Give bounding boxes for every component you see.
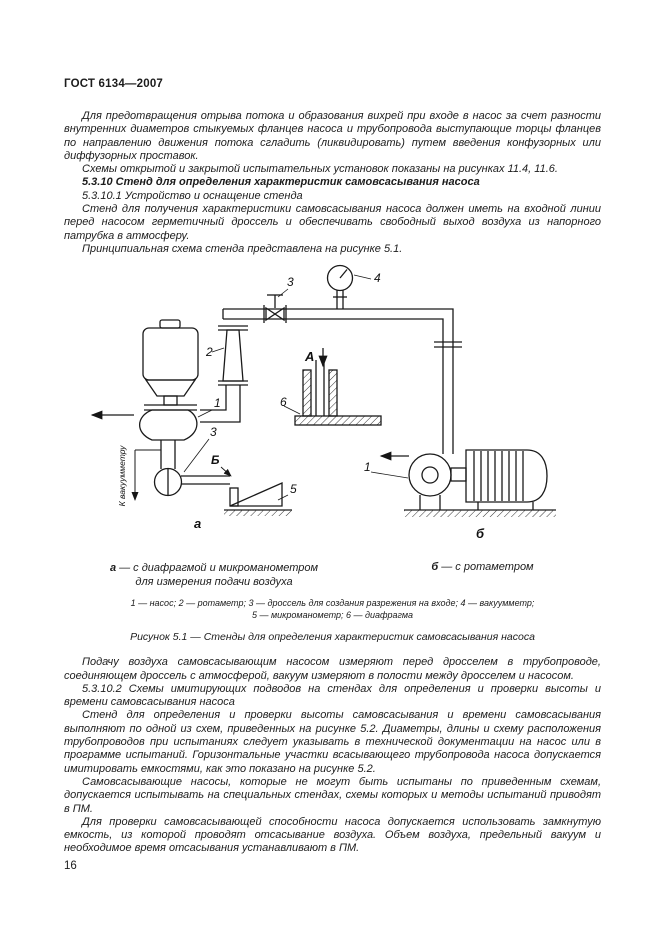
label-pump-left: 1 bbox=[214, 396, 221, 411]
clause-heading-5-3-10: 5.3.10 Стенд для определения характеристик самовсасывания насоса bbox=[82, 176, 480, 189]
paragraph: Подачу воздуха самовсасывающим насосом измеряют перед дросселем в трубопроводе, соединяющем дроссель с атмосферой, вакуум измеряют в полости между дросселем и насосом. bbox=[64, 656, 601, 682]
paragraph: Схемы открытой и закрытой испытательных установок показаны на рисунках 11.4, 11.6. bbox=[82, 163, 558, 176]
paragraph: Стенд для получения характеристики самовсасывания насоса должен иметь на входной линии перед насосом герметичный дроссель и обеспечивать свободный выход воздуха из напорного патрубка в атмосферу. bbox=[64, 203, 601, 242]
doc-number-header: ГОСТ 6134—2007 bbox=[64, 78, 164, 90]
diaphragm-detail-view bbox=[284, 348, 381, 425]
clause-heading-5-3-10-2: 5.3.10.2 Схемы имитирующих подводов на стендах для определения и проверки высоты и времени самовсасывания насоса bbox=[64, 682, 601, 709]
paragraph: Стенд для определения и проверки высоты самовсасывания и времени самовсасывания выполняют по одной из схем, приведенных на рисунке 5.2. Диаметры, длины и схему расположения трубопроводов при испытаниях следует указывать в технической документации на насос или в программе испытаний. Горизонтальные участки всасывающего трубопровода насоса допускается имитировать емкостями, как это показано на рисунке 5.2. bbox=[64, 709, 601, 775]
label-throttle-top: 3 bbox=[287, 275, 294, 290]
subcaption-a-letter: а bbox=[109, 562, 117, 575]
micromanometer-icon bbox=[181, 467, 292, 516]
leader-line-2 bbox=[212, 348, 224, 352]
motor-body bbox=[466, 450, 547, 502]
label-view-b: Б bbox=[211, 453, 220, 468]
subcaption-b-text: — с ротаметром bbox=[438, 561, 534, 574]
leader-line-3 bbox=[278, 289, 288, 297]
ground-hatch bbox=[404, 510, 556, 517]
legend-line-1: 1 — насос; 2 — ротаметр; 3 — дроссель для создания разрежения на входе; 4 — вакуумметр; bbox=[130, 598, 535, 609]
body-text-upper bbox=[64, 110, 601, 256]
label-scheme-a: а bbox=[194, 516, 202, 532]
label-to-vacuum-gauge: К вакуумметру bbox=[117, 445, 127, 507]
body-text-lower bbox=[64, 656, 601, 855]
label-view-a: А bbox=[305, 349, 315, 365]
page-content bbox=[64, 78, 601, 856]
rotameter-icon bbox=[200, 326, 248, 422]
pump-test-stand-diagram bbox=[78, 264, 578, 559]
figure-subcaptions bbox=[64, 561, 601, 589]
figure-title: Рисунок 5.1 — Стенды для определения характеристик самовсасывания насоса bbox=[130, 631, 535, 644]
page-number: 16 bbox=[64, 860, 77, 872]
paragraph: Принципиальная схема стенда представлена на рисунке 5.1. bbox=[82, 242, 403, 255]
figure-legend bbox=[64, 598, 601, 621]
subcaption-a-line2: для измерения подачи воздуха bbox=[135, 576, 293, 589]
suction-pipe bbox=[223, 309, 462, 454]
label-scheme-b: б bbox=[476, 526, 485, 542]
subcaption-a-text: — с диафрагмой и микроманометром bbox=[116, 562, 319, 575]
label-throttle-left: 3 bbox=[210, 425, 217, 440]
left-pump-unit bbox=[92, 320, 212, 500]
label-diaphragm: 6 bbox=[280, 395, 287, 410]
paragraph: Для проверки самовсасывающей способности насоса допускается использовать замкнутую емкость, из которой проводят отсасывание воздуха. Объем воздуха, предельный вакуум и необходимое время отсасывания устанавливают в ПМ. bbox=[64, 815, 601, 855]
right-pump-unit bbox=[371, 450, 556, 517]
legend-line-2: 5 — микроманометр; 6 — диафрагма bbox=[251, 609, 414, 620]
subcaption-a bbox=[64, 561, 364, 589]
subcaption-b bbox=[364, 561, 601, 589]
vacuum-gauge-icon bbox=[328, 266, 353, 310]
label-pump-right: 1 bbox=[364, 460, 371, 475]
figure-5-1 bbox=[64, 264, 601, 643]
leader-line-4 bbox=[354, 275, 371, 279]
label-rotameter: 2 bbox=[206, 345, 213, 360]
figure-drawing-area bbox=[64, 264, 601, 559]
paragraph: Самовсасывающие насосы, которые не могут быть испытаны по приведенным схемам, допускается испытывать на специальных стендах, схемы которых и методы испытаний приводят в ПМ. bbox=[64, 775, 601, 815]
subcaption-b-letter: б bbox=[431, 561, 439, 574]
label-micromanometer: 5 bbox=[290, 482, 297, 497]
label-vacuum-gauge: 4 bbox=[374, 271, 381, 286]
paragraph: Для предотвращения отрыва потока и образования вихрей при входе в насос за счет разности внутренних диаметров стыкуемых фланцев насоса и трубопровода выступающие торцы фланцев по направлению движения потока сгладить (ликвидировать) путем введения конфузорных или диффузорных проставок. bbox=[64, 110, 601, 162]
clause-heading-5-3-10-1: 5.3.10.1 Устройство и оснащение стенда bbox=[82, 189, 303, 202]
